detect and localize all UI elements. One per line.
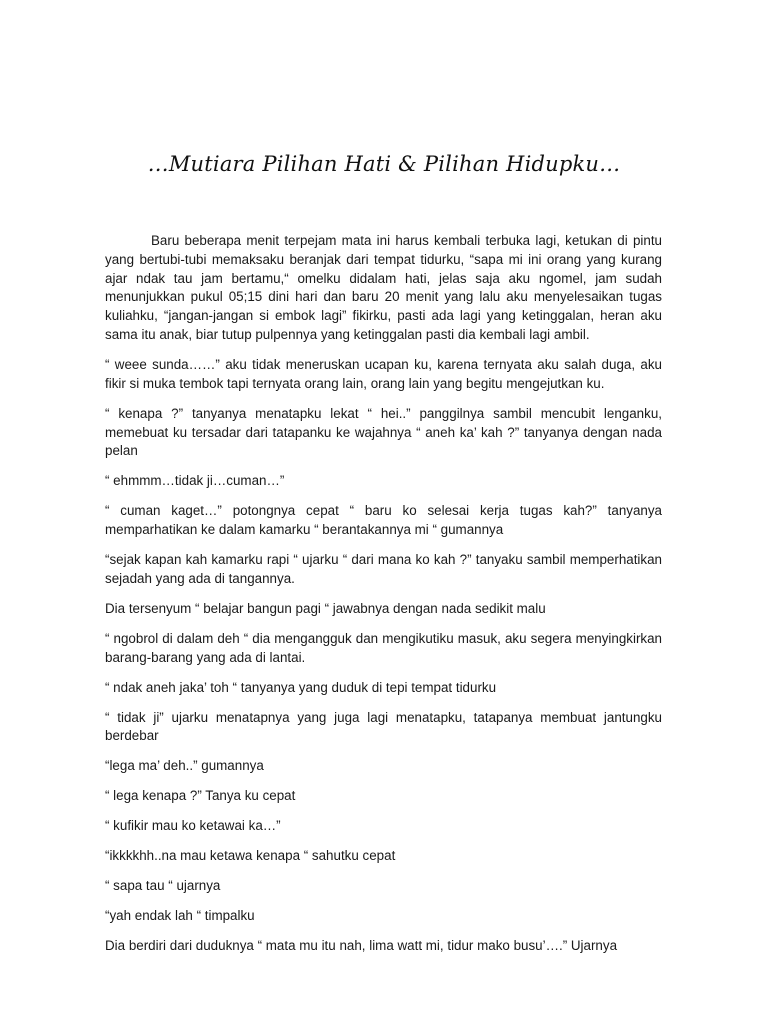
paragraph: “ ehmmm…tidak ji…cuman…” [105, 473, 285, 489]
paragraph: “yah endak lah “ timpalku [105, 908, 255, 924]
document-body [105, 232, 662, 967]
paragraph: Baru beberapa menit terpejam mata ini harus kembali terbuka lagi, ketukan di pintu yang bertubi-tubi memaksaku beranjak dari tempat tidurku, “sapa mi ini orang yang kurang ajar ndak tau jam bertamu,“ omelku didalam hati, jelas saja aku ngomel, jam sudah menunjukkan pukul 05;15 dini hari dan baru 20 menit yang lalu aku menyelesaikan tugas kuliahku, “jangan-jangan si embok lagi” fikirku, pasti ada lagi yang ketinggalan, heran aku sama itu anak, biar tutup pulpennya yang ketinggalan pasti dia kembali lagi ambil. [105, 233, 662, 342]
paragraph: “ lega kenapa ?” Tanya ku cepat [105, 788, 296, 804]
document-title: …Mutiara Pilihan Hati & Pilihan Hidupku… [147, 152, 621, 176]
paragraph: “ kenapa ?” tanyanya menatapku lekat “ hei..” panggilnya sambil mencubit lenganku, memebuat ku tersadar dari tatapanku ke wajahnya “ aneh ka’ kah ?” tanyanya dengan nada pelan [105, 405, 662, 459]
paragraph: “ ngobrol di dalam deh “ dia mengangguk dan mengikutiku masuk, aku segera menyingkirkan barang-barang yang ada di lantai. [105, 630, 662, 665]
paragraph: “ kufikir mau ko ketawai ka…” [105, 818, 281, 834]
paragraph: “ weee sunda……” aku tidak meneruskan ucapan ku, karena ternyata aku salah duga, aku fikir si muka tembok tapi ternyata orang lain, orang lain yang begitu mengejutkan ku. [105, 356, 662, 391]
paragraph: “ tidak ji” ujarku menatapnya yang juga lagi menatapku, tatapanya membuat jantungku berdebar [105, 709, 662, 744]
paragraph: “ ndak aneh jaka’ toh “ tanyanya yang duduk di tepi tempat tidurku [105, 679, 497, 695]
paragraph: Dia tersenyum “ belajar bangun pagi “ jawabnya dengan nada sedikit malu [105, 600, 546, 616]
paragraph: “lega ma’ deh..” gumannya [105, 758, 264, 774]
paragraph: “ sapa tau “ ujarnya [105, 878, 221, 894]
paragraph: “ cuman kaget…” potongnya cepat “ baru ko selesai kerja tugas kah?” tanyanya memparhatikan ke dalam kamarku “ berantakannya mi “ gumannya [105, 503, 662, 538]
paragraph: “sejak kapan kah kamarku rapi “ ujarku “ dari mana ko kah ?” tanyaku sambil memperhatikan sejadah yang ada di tangannya. [105, 552, 662, 586]
paragraph: Dia berdiri dari duduknya “ mata mu itu nah, lima watt mi, tidur mako busu’….” Ujarnya [105, 938, 618, 954]
paragraph: “ikkkkhh..na mau ketawa kenapa “ sahutku cepat [105, 848, 396, 864]
